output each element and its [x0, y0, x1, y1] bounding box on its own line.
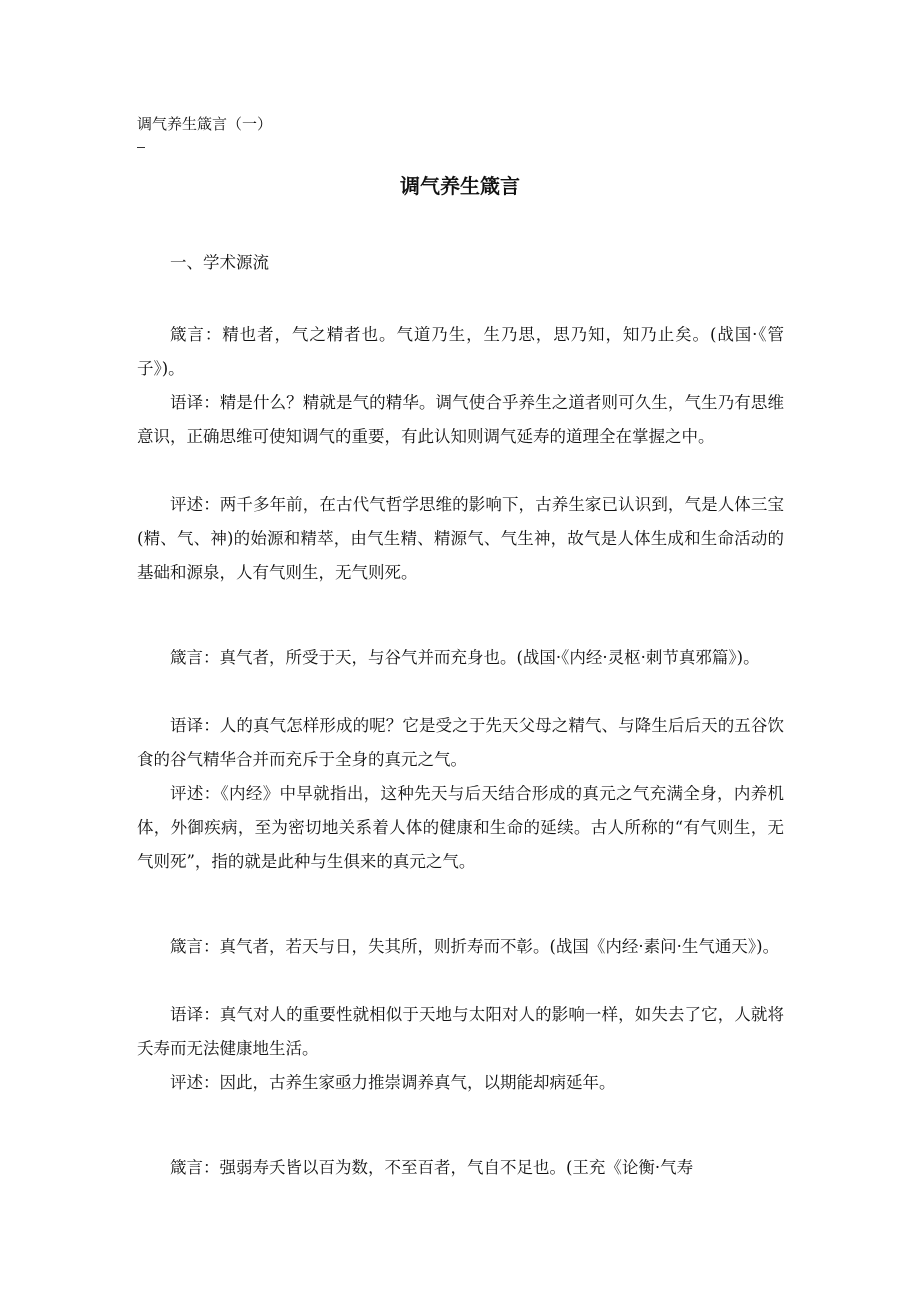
paragraph-translation-3: 语译：真气对人的重要性就相似于天地与太阳对人的影响一样，如失去了它，人就将夭寿而无法健康地生活。: [137, 1005, 784, 1058]
header-rule: [137, 147, 145, 148]
running-header-title: 调气养生箴言（一）: [137, 115, 273, 133]
paragraph-maxim-4: 箴言：强弱寿夭皆以百为数，不至百者，气自不足也。(王充《论衡·气寿: [170, 1158, 694, 1177]
paragraph-commentary-3: 评述：因此，古养生家亟力推崇调养真气，以期能却病延年。: [170, 1073, 616, 1092]
paragraph-maxim-2: 箴言：真气者，所受于天，与谷气并而充身也。(战国·《内经·灵枢·刺节真邪篇》)。: [170, 648, 760, 667]
document-title: 调气养生箴言: [400, 174, 520, 198]
paragraph-commentary-1: 评述：两千多年前，在古代气哲学思维的影响下，古养生家已认识到，气是人体三宝(精、气、神)的始源和精萃，由气生精、精源气、气生神，故气是人体生成和生命活动的基础和源泉，人有气则生，无气则死。: [137, 495, 784, 582]
paragraph-commentary-2: 评述：《内经》中早就指出，这种先天与后天结合形成的真元之气充满全身，内养机体，外御疾病，至为密切地关系着人体的健康和生命的延续。古人所称的“有气则生，无气则死”，指的就是此种与生俱来的真元之气。: [137, 784, 784, 871]
paragraph-translation-1: 语译：精是什么？精就是气的精华。调气使合乎养生之道者则可久生，气生乃有思维意识，正确思维可使知调气的重要，有此认知则调气延寿的道理全在掌握之中。: [137, 393, 784, 446]
section-heading: 一、学术源流: [170, 253, 269, 272]
paragraph-maxim-1: 箴言：精也者，气之精者也。气道乃生，生乃思，思乃知，知乃止矣。(战国·《管子》)。: [137, 325, 784, 378]
paragraph-translation-2: 语译：人的真气怎样形成的呢？它是受之于先天父母之精气、与降生后后天的五谷饮食的谷气精华合并而充斥于全身的真元之气。: [137, 716, 784, 769]
paragraph-maxim-3: 箴言：真气者，若天与日，失其所，则折寿而不彰。(战国《内经·素问·生气通天》)。: [170, 937, 780, 956]
